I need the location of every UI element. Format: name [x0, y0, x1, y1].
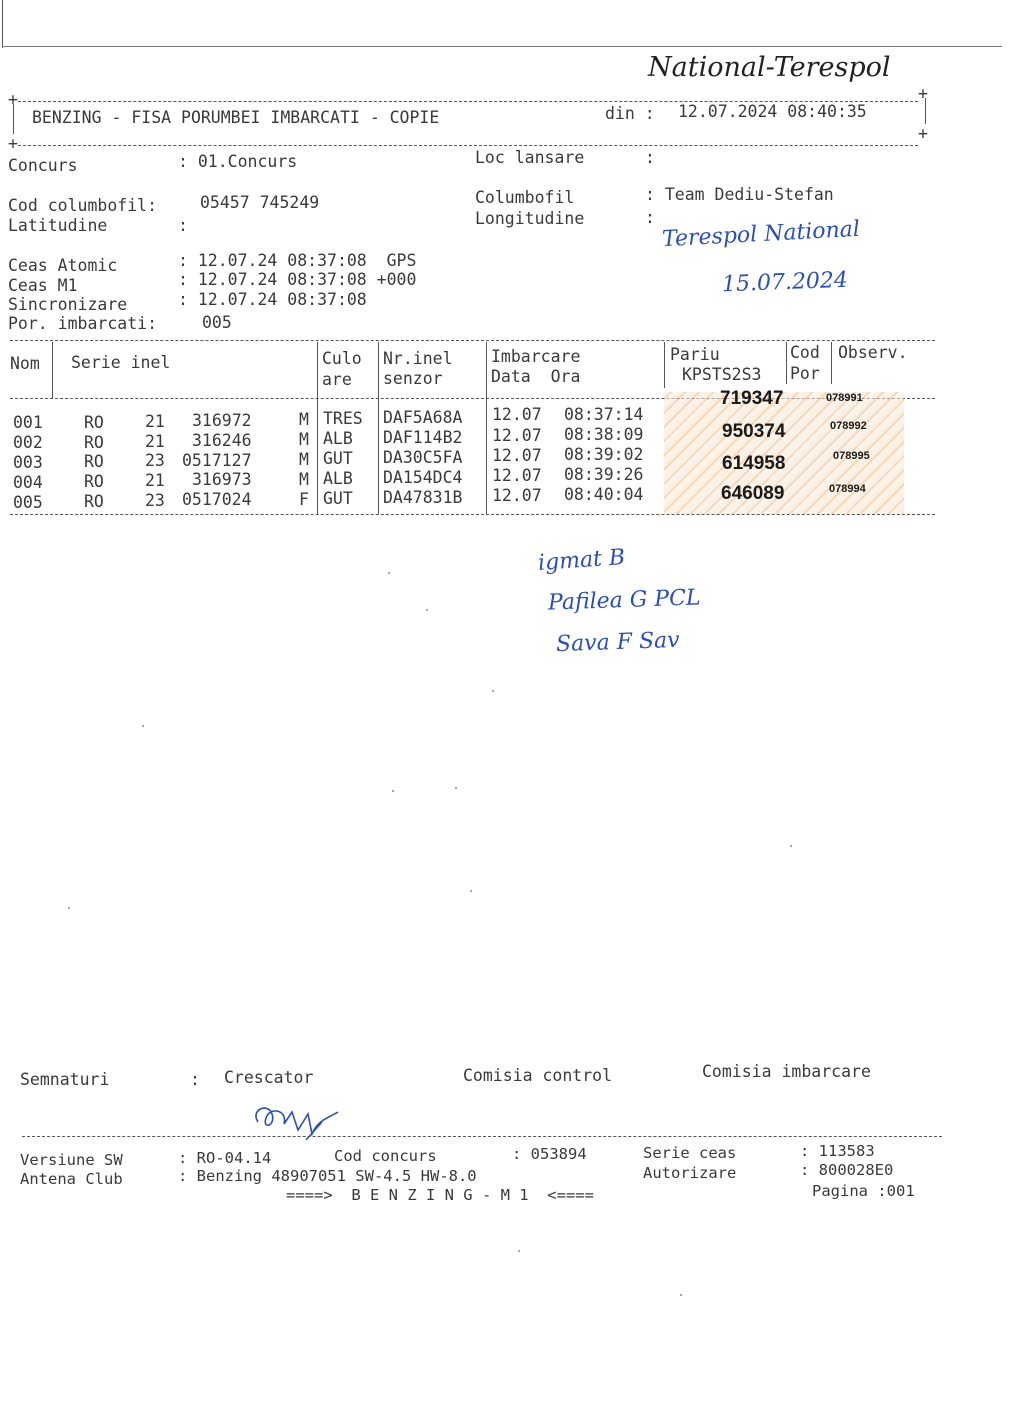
- autorizare-value: : 800028E0: [800, 1161, 894, 1179]
- cod-concurs-value: : 053894: [512, 1145, 587, 1163]
- header-box-bottom-corner-right: +: [918, 124, 928, 143]
- handwritten-note: igmat B: [537, 544, 626, 577]
- scan-speck: [470, 890, 472, 892]
- row-an: 23: [145, 451, 165, 470]
- antena-label: Antena Club: [20, 1170, 123, 1188]
- row-culoare: ALB: [323, 429, 353, 448]
- row-culoare: TRES: [323, 409, 363, 428]
- row-nr: 0517127: [182, 451, 252, 470]
- row-data: 12.07: [492, 446, 542, 465]
- col-divider: [786, 342, 787, 384]
- handwritten-note: Sava F Sav: [555, 627, 681, 658]
- row-ora: 08:38:09: [564, 425, 644, 444]
- scan-speck: [142, 725, 144, 727]
- scan-speck: [455, 787, 457, 789]
- header-box-left: [13, 104, 14, 134]
- header-box-right: [925, 98, 926, 124]
- row-an: 21: [145, 412, 165, 431]
- col-header-culoare-2: are: [322, 370, 352, 389]
- benzing-banner: ====> B E N Z I N G - M 1 <====: [286, 1186, 594, 1204]
- latitudine-value: :: [178, 216, 188, 235]
- semnaturi-colon: :: [190, 1070, 200, 1089]
- col-header-imbarcare-2: Data Ora: [491, 367, 581, 386]
- col-header-pariu-1: Pariu: [670, 345, 720, 364]
- row-nom: 004: [13, 473, 43, 492]
- cod-columbofil-value: 05457 745249: [200, 193, 320, 212]
- col-header-nom: Nom: [10, 354, 40, 373]
- stamp-code: 078994: [829, 483, 866, 495]
- row-senzor: DA30C5FA: [383, 448, 463, 467]
- ceas-m1-label: Ceas M1: [8, 276, 78, 295]
- row-nr: 316973: [192, 470, 252, 489]
- handwritten-note: Pafilea G PCL: [547, 585, 701, 616]
- col-header-cod-2: Por: [790, 364, 820, 383]
- row-tara: RO: [84, 472, 104, 491]
- date-label: din :: [605, 104, 655, 123]
- row-data: 12.07: [492, 466, 542, 485]
- row-nom: 005: [13, 493, 43, 512]
- row-nr: 316972: [192, 411, 252, 430]
- row-tara: RO: [84, 452, 104, 471]
- ceas-atomic-value: : 12.07.24 08:37:08 GPS: [178, 251, 417, 270]
- stamp-number: 614958: [722, 453, 786, 474]
- table-header-top-line: [10, 340, 935, 341]
- row-ora: 08:39:26: [564, 465, 644, 484]
- col-header-imbarcare-1: Imbarcare: [491, 347, 581, 366]
- handwritten-location: Terespol National: [661, 216, 861, 253]
- row-data: 12.07: [492, 405, 542, 424]
- autorizare-label: Autorizare: [643, 1164, 737, 1182]
- table-bottom-line: [10, 514, 935, 515]
- scan-speck: [518, 1250, 520, 1252]
- porumbei-imbarcati-value: 005: [202, 313, 232, 332]
- footer-separator: [22, 1136, 942, 1137]
- sincronizare-label: Sincronizare: [8, 295, 128, 314]
- stamp-code: 078991: [826, 392, 863, 404]
- cod-columbofil-label: Cod columbofil:: [8, 196, 158, 215]
- row-culoare: GUT: [323, 489, 353, 508]
- longitudine-value: :: [645, 208, 655, 227]
- row-senzor: DA47831B: [383, 488, 463, 507]
- row-senzor: DAF5A68A: [383, 408, 463, 427]
- columbofil-value: : Team Dediu-Stefan: [645, 185, 834, 204]
- row-nr: 316246: [192, 431, 252, 450]
- loc-lansare-value: :: [645, 148, 655, 167]
- sincronizare-value: : 12.07.24 08:37:08: [178, 290, 367, 309]
- serie-ceas-value: : 113583: [800, 1142, 875, 1160]
- col-divider: [52, 342, 53, 398]
- page-edge-line: [2, 0, 3, 48]
- loc-lansare-label: Loc lansare: [475, 148, 585, 167]
- row-tara: RO: [84, 492, 104, 511]
- col-header-nrinel-2: senzor: [383, 369, 443, 388]
- scan-speck: [392, 790, 394, 792]
- row-senzor: DA154DC4: [383, 468, 463, 487]
- row-an: 23: [145, 491, 165, 510]
- longitudine-label: Longitudine: [475, 209, 585, 228]
- row-data: 12.07: [492, 486, 542, 505]
- stamp-code: 078995: [833, 450, 870, 462]
- row-sex: M: [299, 470, 309, 489]
- row-tara: RO: [84, 413, 104, 432]
- header-box-top-corner-right: +: [918, 84, 928, 103]
- col-header-nrinel-1: Nr.inel: [383, 349, 453, 368]
- col-header-serie: Serie inel: [71, 353, 171, 372]
- handwritten-title: National-Terespol: [648, 52, 891, 83]
- row-sex: M: [299, 450, 309, 469]
- scan-speck: [492, 690, 494, 692]
- row-nr: 0517024: [182, 490, 252, 509]
- handwritten-date: 15.07.2024: [721, 267, 849, 298]
- col-header-culoare-1: Culo: [322, 349, 362, 368]
- date-value: 12.07.2024 08:40:35: [678, 102, 867, 121]
- row-nom: 002: [13, 433, 43, 452]
- concurs-value: : 01.Concurs: [178, 152, 298, 171]
- stamp-number: 646089: [721, 483, 785, 504]
- col-divider: [317, 342, 318, 514]
- comisia-imbarcare-label: Comisia imbarcare: [702, 1062, 871, 1081]
- row-ora: 08:37:14: [564, 405, 644, 424]
- stamp-number: 719347: [720, 388, 784, 409]
- scan-speck: [426, 609, 428, 611]
- row-senzor: DAF114B2: [383, 428, 463, 447]
- row-nom: 003: [13, 453, 43, 472]
- row-tara: RO: [84, 433, 104, 452]
- serie-ceas-label: Serie ceas: [643, 1144, 737, 1162]
- row-sex: M: [299, 430, 309, 449]
- col-divider: [486, 342, 487, 514]
- header-box-bottom-corner: +: [8, 134, 18, 153]
- col-header-observatii: Observ.: [838, 343, 908, 362]
- stamp-code: 078992: [830, 420, 867, 432]
- row-ora: 08:40:04: [564, 485, 644, 504]
- columbofil-label: Columbofil: [475, 188, 575, 207]
- col-header-pariu-2: KPSTS2S3: [682, 365, 762, 384]
- row-culoare: ALB: [323, 469, 353, 488]
- porumbei-imbarcati-label: Por. imbarcati:: [8, 314, 158, 333]
- col-header-cod-1: Cod: [790, 343, 820, 362]
- col-divider: [664, 342, 665, 388]
- header-box-bottom: [18, 145, 918, 146]
- header-box-top-corner: +: [8, 90, 18, 109]
- crescator-signature: [248, 1100, 344, 1148]
- scan-speck: [680, 1294, 682, 1296]
- row-an: 21: [145, 432, 165, 451]
- scan-speck: [388, 572, 390, 574]
- concurs-label: Concurs: [8, 156, 78, 175]
- stamp-number: 950374: [722, 421, 786, 442]
- latitudine-label: Latitudine: [8, 216, 108, 235]
- crescator-label: Crescator: [224, 1068, 314, 1087]
- col-divider: [831, 342, 832, 384]
- page-number: Pagina :001: [812, 1182, 915, 1200]
- scan-speck: [790, 845, 792, 847]
- semnaturi-label: Semnaturi: [20, 1070, 110, 1089]
- row-ora: 08:39:02: [564, 445, 644, 464]
- cod-concurs-label: Cod concurs: [334, 1147, 437, 1165]
- versiune-label: Versiune SW: [20, 1151, 123, 1169]
- row-data: 12.07: [492, 426, 542, 445]
- versiune-value: : RO-04.14: [178, 1149, 272, 1167]
- page-top-border: [2, 46, 1002, 47]
- row-an: 21: [145, 471, 165, 490]
- row-nom: 001: [13, 413, 43, 432]
- antena-value: : Benzing 48907051 SW-4.5 HW-8.0: [178, 1167, 477, 1185]
- scan-speck: [68, 907, 70, 909]
- comisia-control-label: Comisia control: [463, 1066, 613, 1085]
- col-divider: [378, 342, 379, 514]
- row-sex: M: [299, 410, 309, 429]
- row-sex: F: [299, 490, 309, 509]
- ceas-m1-value: : 12.07.24 08:37:08 +000: [178, 270, 417, 289]
- document-title: BENZING - FISA PORUMBEI IMBARCATI - COPIE: [32, 108, 440, 127]
- ceas-atomic-label: Ceas Atomic: [8, 256, 118, 275]
- row-culoare: GUT: [323, 449, 353, 468]
